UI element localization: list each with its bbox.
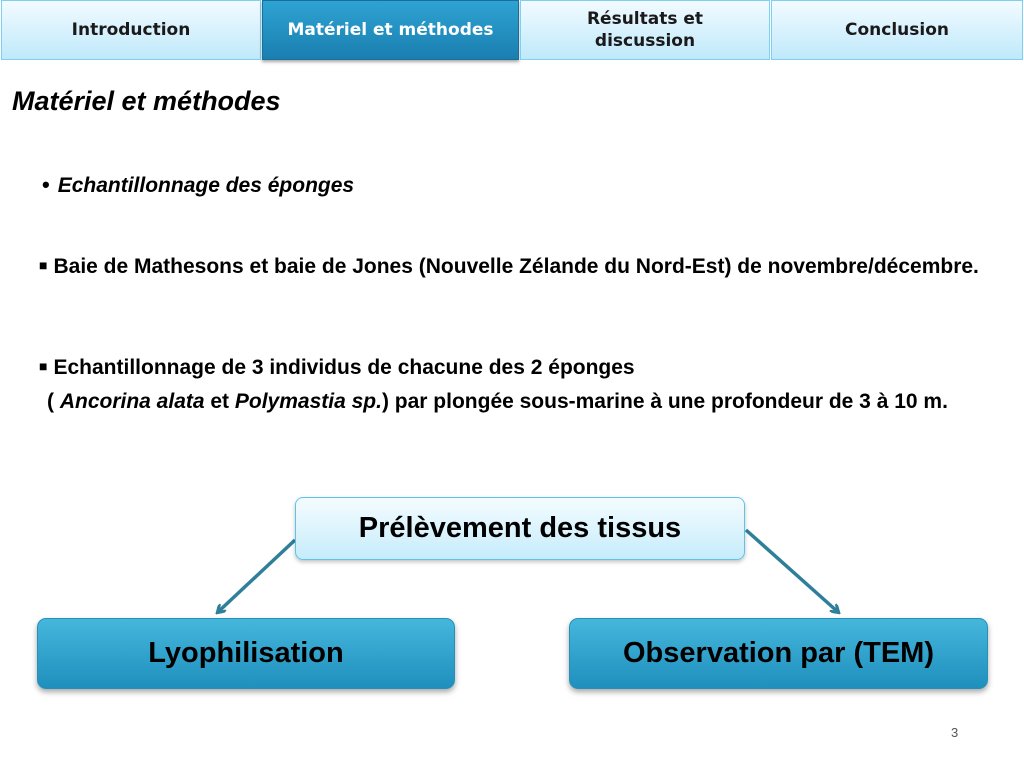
paragraph-sampling-text-2: ( xyxy=(47,390,60,413)
navigation-tabs xyxy=(0,0,1024,62)
tab-materiel-et-methodes[interactable] xyxy=(262,0,519,60)
tab-introduction-label: Introduction xyxy=(71,20,191,40)
tab-conclusion-label: Conclusion xyxy=(845,20,949,40)
diagram-box-prelevement: Prélèvement des tissus xyxy=(295,497,745,560)
paragraph-sampling-text-1: Echantillonnage de 3 individus de chacune des 2 éponges xyxy=(53,356,635,379)
tab-introduction[interactable] xyxy=(1,0,261,60)
square-bullet-icon: ■ xyxy=(39,358,48,374)
square-bullet-icon: ■ xyxy=(39,257,48,273)
arrow-to-observation xyxy=(746,530,838,612)
bullet-dot-icon: • xyxy=(42,172,50,197)
species-polymastia: Polymastia sp. xyxy=(234,390,382,413)
page-number: 3 xyxy=(951,725,959,740)
arrow-to-lyophilisation xyxy=(218,540,295,612)
slide-title: Matériel et méthodes xyxy=(12,86,281,116)
diagram-box-lyophilisation: Lyophilisation xyxy=(37,618,455,689)
tab-conclusion[interactable] xyxy=(771,0,1023,60)
diagram-box-observation: Observation par (TEM) xyxy=(569,618,988,689)
paragraph-location-text: Baie de Mathesons et baie de Jones (Nouvelle Zélande du Nord-Est) de novembre/décembre. xyxy=(53,255,979,278)
paragraph-location xyxy=(39,248,999,284)
bullet-heading-text: Echantillonnage des éponges xyxy=(57,174,355,197)
tab-resultats-label: Résultats et discussion xyxy=(586,9,704,51)
tab-resultats-et-discussion[interactable] xyxy=(520,0,770,60)
bullet-heading xyxy=(42,172,354,198)
paragraph-sampling xyxy=(39,349,999,419)
paragraph-sampling-text-4: ) par plongée sous-marine à une profondeur de 3 à 10 m. xyxy=(381,390,948,413)
tab-materiel-label: Matériel et méthodes xyxy=(287,20,494,40)
species-ancorina: Ancorina alata xyxy=(59,390,205,413)
paragraph-sampling-text-3: et xyxy=(204,390,235,413)
